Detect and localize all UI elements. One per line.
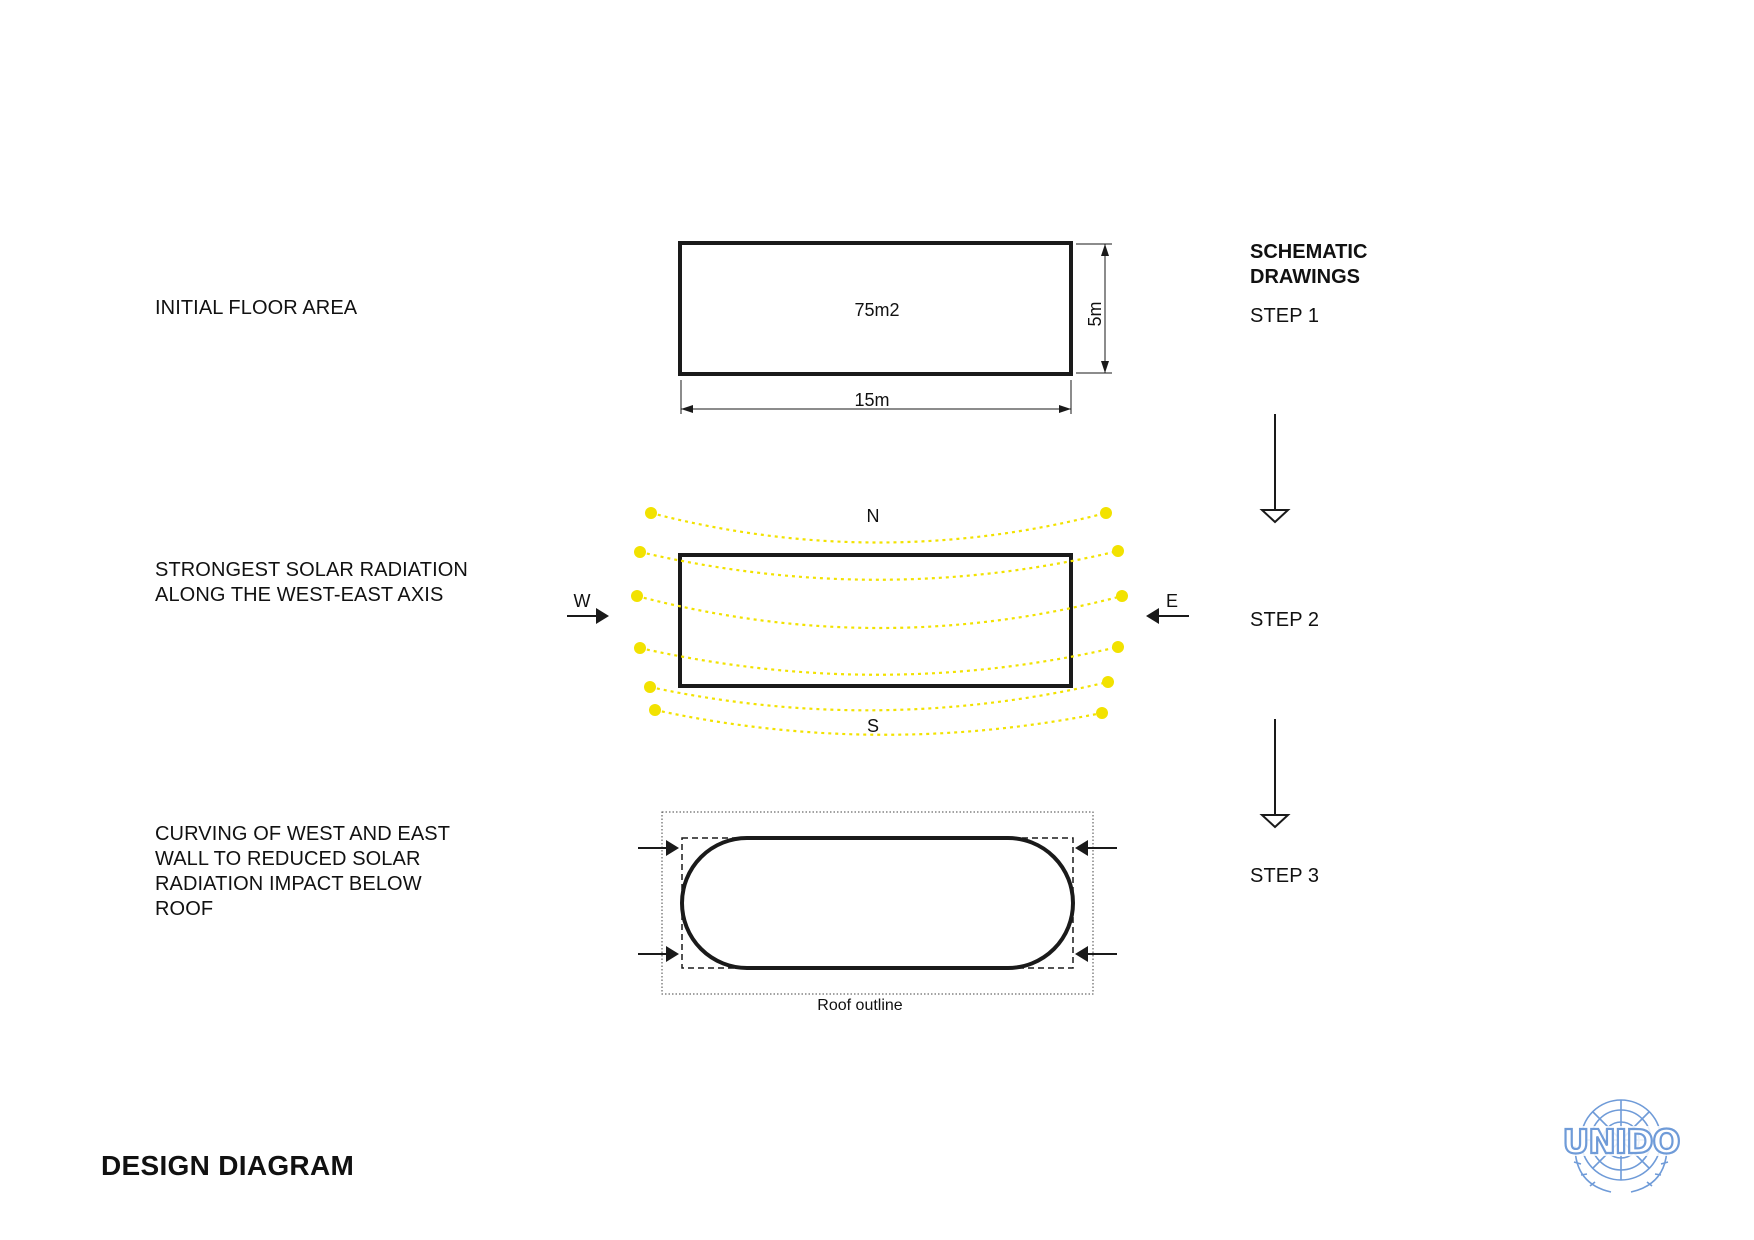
sun-dot [634, 546, 646, 558]
curved-building [682, 838, 1073, 968]
flow-arrow-head-1-icon [1262, 510, 1288, 522]
arrow-west-top-icon [666, 840, 679, 856]
step1-description: INITIAL FLOOR AREA [155, 297, 358, 319]
arrow-east-top-icon [1075, 840, 1088, 856]
step2-solar-diagram [567, 506, 1189, 736]
sun-dot [634, 642, 646, 654]
height-arrow-down-icon [1101, 361, 1109, 373]
east-arrow-head-icon [1146, 608, 1159, 624]
step1-label: STEP 1 [1250, 305, 1320, 327]
wind-arrows-west [638, 848, 668, 954]
logo-text: UNIDO [1562, 1122, 1680, 1161]
width-arrow-left-icon [681, 405, 693, 413]
west-label: W [573, 591, 591, 611]
sun-dot [644, 681, 656, 693]
width-arrow-right-icon [1059, 405, 1071, 413]
step2-description: STRONGEST SOLAR RADIATION ALONG THE WEST-EAST AXIS [155, 559, 468, 606]
sun-path-3 [637, 596, 1122, 628]
sun-dot [1116, 590, 1128, 602]
south-label: S [866, 716, 880, 736]
sun-dot [1100, 507, 1112, 519]
step3-description: CURVING OF WEST AND EAST WALL TO REDUCED SOLAR RADIATION IMPACT BELOW ROOF [155, 823, 451, 920]
north-label: N [866, 506, 880, 526]
height-arrow-up-icon [1101, 244, 1109, 256]
flow-arrow-head-2-icon [1262, 815, 1288, 827]
width-label: 15m [854, 390, 890, 410]
wind-arrows-east [1087, 848, 1117, 954]
height-label: 5m [1085, 301, 1105, 327]
sun-dot [631, 590, 643, 602]
step2-label: STEP 2 [1250, 609, 1320, 631]
sun-dot [1096, 707, 1108, 719]
sun-dot [1112, 545, 1124, 557]
sun-dot [1102, 676, 1114, 688]
sun-path-4 [640, 647, 1118, 675]
sun-paths [637, 513, 1122, 735]
flow-arrow-1 [1262, 414, 1288, 522]
sun-dot [645, 507, 657, 519]
area-label: 75m2 [854, 300, 900, 320]
roof-outline-label: Roof outline [817, 997, 903, 1014]
sun-dot [649, 704, 661, 716]
step3-curved-plan [638, 812, 1117, 1014]
sun-dot [1112, 641, 1124, 653]
arrow-east-bottom-icon [1075, 946, 1088, 962]
step3-label: STEP 3 [1250, 865, 1320, 887]
step1-floor-plan [680, 243, 1112, 414]
flow-arrow-2 [1262, 719, 1288, 827]
east-label: E [1165, 591, 1179, 611]
schematic-heading: SCHEMATIC DRAWINGS [1250, 241, 1368, 288]
west-arrow-head-icon [596, 608, 609, 624]
footer-title: DESIGN DIAGRAM [101, 1150, 355, 1181]
arrow-west-bottom-icon [666, 946, 679, 962]
unido-logo [1562, 1100, 1679, 1192]
